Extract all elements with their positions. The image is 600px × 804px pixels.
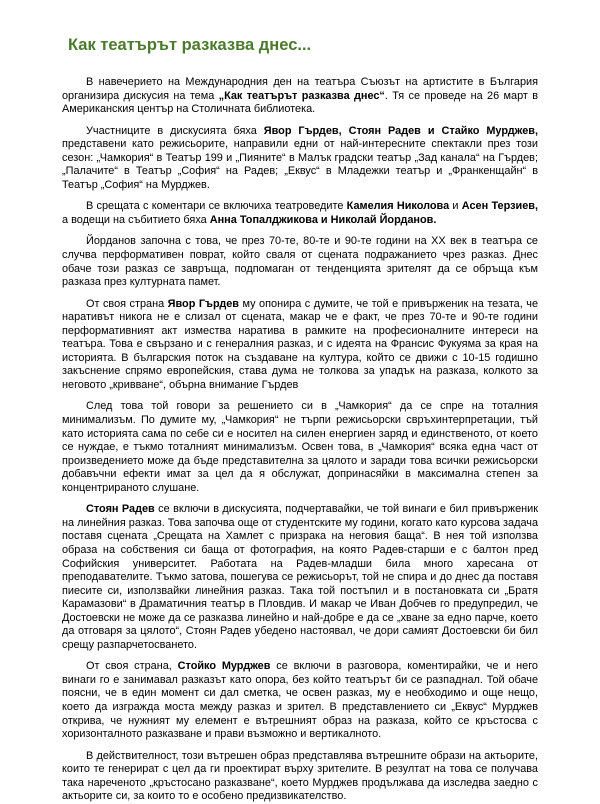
paragraph-text: се включи в дискусията, подчертавайки, че той винаги е бил привърженик на линейния разказ. Това започва още от студентските му години, когато като курсова задача поставя сцената „Срещата на Хамлет с призрака на неговия баща“. В нея той използва образа на собствения си баща от фотография, на която Радев-старши е с балтон пред Софийския университет. Работата на Радев-младши била много харесана от преподавателите. Тъкмо затова, пошегува се режисьорът, той не спира и до днес да поставя пиесите си, използвайки линейния разказ. Така той постъпил и в постановката си „Братя Карамазови“ в Драматичния театър в Пловдив. И макар че Иван Добчев го предупредил, че Достоевски не може да се разказва линейно и най-добре е да се „хване за едно парче, което да отговаря за цялото“, Стоян Радев убедено настоявал, че дори самият Достоевски би бил срещу разпарчетосването. (62, 503, 538, 651)
paragraph-intro (62, 76, 538, 117)
paragraph-text: В действителност, този вътрешен образ представлява вътрешните образи на актьорите, които те генерират с цел да ги проектират върху зрителите. В резултат на това се получава така нареченото „кръстосано разказване“, което Мурджев продължава да изследва заедно с актьорите си, за които то е особено предизвикателство. (62, 749, 538, 803)
bold-text: „Как театърът разказва днес“ (218, 89, 385, 102)
bold-text: Анна Топалджикова и Николай Йорданов. (209, 213, 437, 226)
paragraph-text: Участниците в дискусията бяха (86, 124, 264, 137)
paragraph-conclusion (62, 750, 538, 804)
paragraph-yordanov (62, 235, 538, 289)
page-title: Как театърът разказва днес... (68, 36, 312, 54)
paragraph-text: От своя страна (86, 297, 168, 310)
paragraph-text: В срещата с коментари се включиха театроведите (86, 200, 347, 213)
paragraph-chamkoria (62, 400, 538, 495)
paragraph-text: и (449, 200, 462, 213)
paragraph-text: представени като режисьорите, направили едни от най-интересните спектакли през този сезон: „Чамкория“ в Театър 199 и „Пияните“ в Малък градски театър „Зад канала“ на Гърдев; „Палачите“ в Театър „София“ на Радев; „Еквус“ в Младежки театър и „Франкенщайн“ в Театър „София“ на Мурджев. (62, 138, 538, 191)
paragraph-text: В навечерието на Международния ден на театъра Съюзът на артистите в България организира дискусия на тема (62, 76, 538, 102)
paragraph-text: му опонира с думите, че той е привърженик на тезата, че наративът никога не е слизал от сцената, макар че е факт, че през 70-те и 90-те години перформативният акт измества наратива в рамките на професионалните интереси на театъра. Това е свързано и с генералния разказ, и с идеята на Франсис Фукуяма за края на историята. В българския поток на създаване на култура, който се движи с 10-15 годишно закъснение спрямо европейския, става дума не толкова за упадък на разказа, колкото за неговото „кривване“, обърна внимание Гърдев (62, 297, 538, 391)
paragraph-text: а водещи на събитието бяха (62, 213, 210, 226)
paragraph-text: се включи в разговора, коментирайки, че и него винаги го е занимавал разказът като опора, без който театърът би се разпаднал. Той обаче поясни, че в един момент си дал сметка, че освен разказ, му е необходимо и още нещо, което да изгражда моста между разказ и зрител. В представлението си „Еквус“ Мурджев открива, че нужният му елемент е вътрешният образ на разказа, който се кръстосва с хоризонталното разказване и прави възможно и вертикалното. (62, 660, 538, 741)
paragraph-text: След това той говори за решението си в „Чамкория“ да се спре на тоталния минимализъм. По думите му, „Чамкория“ не търпи режисьорски свръхинтерпретации, тъй като историята сама по себе си е носител на силен енергиен заряд и единственото, от което се нуждае, е тъкмо тоталният минимализъм. Освен това, в „Чамкория“ всяка една част от произведението може да бъде представителна за цялото и заради това всички режисьорски добавъчни ефекти имат за цел да я обслужат, допринасяйки в максимална степен за концентрираното слушане. (62, 400, 538, 494)
paragraph-murdzhev (62, 660, 538, 741)
paragraph-text: . Тя се проведе на 26 март в Американския център на Столичната библиотека. (62, 89, 539, 116)
bold-text: Асен Терзиев, (461, 200, 539, 213)
bold-text: Камелия Николова (346, 200, 450, 213)
paragraph-commentators (62, 200, 538, 227)
paragraph-participants (62, 125, 538, 193)
bold-text: Стойко Мурджев (177, 660, 271, 673)
bold-text: Явор Гърдев, Стоян Радев и Стайко Мурджев, (263, 124, 538, 137)
bold-text: Явор Гърдев (167, 297, 239, 310)
paragraph-radev (62, 503, 538, 652)
paragraph-text: От своя страна, (86, 660, 178, 673)
bold-text: Стоян Радев (86, 503, 155, 516)
paragraph-gardev (62, 298, 538, 393)
paragraph-text: Йорданов започна с това, че през 70-те, 80-те и 90-те години на XX век в театъра се случва перформативен поврат, който сваля от сцената подражанието чрез разказ. Днес обаче този разказ се завръща, подпомаган от тенденцията зрителят да се обръща към разказа през културната памет. (62, 235, 538, 289)
